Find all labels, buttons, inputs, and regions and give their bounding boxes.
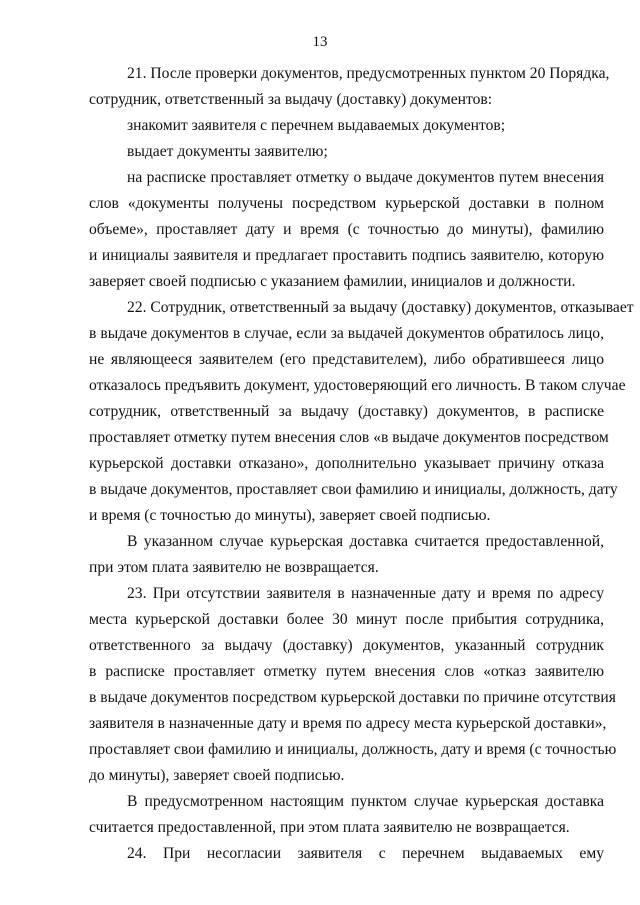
text-line: считается предоставленной, при этом плата заявителю не возвращается.	[89, 819, 570, 836]
text-line: выдает документы заявителю;	[127, 143, 328, 160]
text-line: 23. При отсутствии заявителя в назначенные дату и время по адресу	[127, 585, 604, 602]
text-line: в выдаче документов посредством курьерской доставки по причине отсутствия	[89, 689, 616, 706]
text-line: проставляет отметку путем внесения слов «в выдаче документов посредством	[89, 429, 609, 446]
page-number: 13	[312, 34, 328, 50]
text-line: знакомит заявителя с перечнем выдаваемых документов;	[127, 117, 506, 134]
text-line: проставляет свои фамилию и инициалы, должность, дату и время (с точностью	[89, 741, 617, 758]
text-line: при этом плата заявителю не возвращается.	[89, 559, 379, 576]
text-line: сотрудник, ответственный за выдачу (доставку) документов:	[89, 91, 493, 108]
text-line: сотрудник, ответственный за выдачу (доставку) документов, в расписке	[89, 403, 604, 420]
text-line: места курьерской доставки более 30 минут после прибытия сотрудника,	[89, 611, 604, 628]
text-line: курьерской доставки отказано», дополнительно указывает причину отказа	[89, 455, 604, 472]
text-line: в выдаче документов в случае, если за выдачей документов обратилось лицо,	[89, 325, 604, 342]
text-line: заверяет своей подписью с указанием фамилии, инициалов и должности.	[89, 273, 576, 290]
text-line: слов «документы получены посредством курьерской доставки в полном	[89, 195, 604, 212]
text-line: ответственного за выдачу (доставку) документов, указанный сотрудник	[89, 637, 604, 654]
text-line: на расписке проставляет отметку о выдаче документов путем внесения	[127, 169, 604, 186]
text-line: В указанном случае курьерская доставка считается предоставленной,	[127, 533, 604, 550]
text-line: и время (с точностью до минуты), заверяет своей подписью.	[89, 507, 491, 524]
text-line: заявителя в назначенные дату и время по адресу места курьерской доставки»,	[89, 715, 607, 732]
text-line: в выдаче документов, проставляет свои фамилию и инициалы, должность, дату	[89, 481, 618, 498]
text-line: и инициалы заявителя и предлагает проставить подпись заявителю, которую	[89, 247, 604, 264]
text-line: 22. Сотрудник, ответственный за выдачу (доставку) документов, отказывает	[127, 299, 634, 316]
text-line: 24. При несогласии заявителя с перечнем выдаваемых ему	[127, 845, 604, 862]
text-line: 21. После проверки документов, предусмотренных пунктом 20 Порядка,	[127, 65, 610, 82]
text-line: объеме», проставляет дату и время (с точностью до минуты), фамилию	[89, 221, 604, 238]
text-line: В предусмотренном настоящим пунктом случае курьерская доставка	[127, 793, 604, 810]
text-line: отказалось предъявить документ, удостоверяющий его личность. В таком случае	[89, 377, 626, 394]
text-line: не являющееся заявителем (его представителем), либо обратившееся лицо	[89, 351, 604, 368]
text-line: в расписке проставляет отметку путем внесения слов «отказ заявителю	[89, 663, 604, 680]
text-line: до минуты), заверяет своей подписью.	[89, 767, 345, 784]
